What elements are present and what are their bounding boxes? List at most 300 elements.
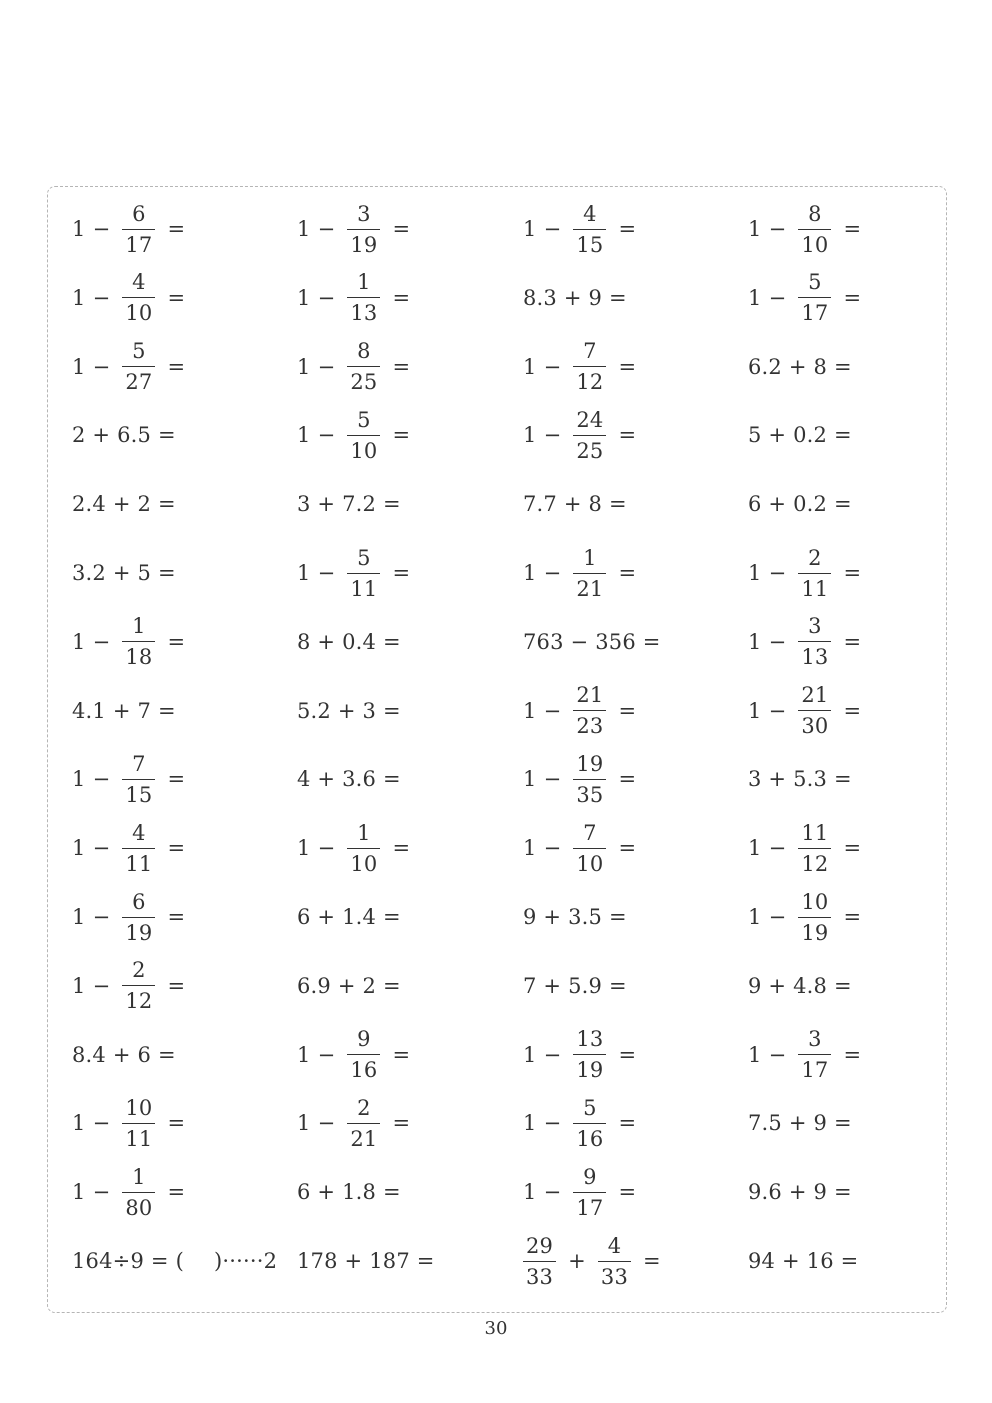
problem-item xyxy=(523,1160,636,1224)
denominator: 21 xyxy=(573,573,606,602)
numerator: 6 xyxy=(132,201,146,226)
expression: 3 + 5.3 = xyxy=(748,767,852,792)
problem-item xyxy=(748,335,852,399)
operator: − xyxy=(317,285,336,310)
fraction xyxy=(122,957,155,1014)
problem-item xyxy=(748,885,861,949)
whole-number: 1 xyxy=(523,1180,537,1205)
operator: − xyxy=(768,698,787,723)
fraction xyxy=(573,407,606,464)
problem-item xyxy=(748,954,852,1018)
expression: 7.7 + 8 = xyxy=(523,492,627,517)
whole-number: 1 xyxy=(748,905,762,929)
numerator: 5 xyxy=(357,407,371,432)
problem-item xyxy=(72,403,176,467)
numerator: 11 xyxy=(801,820,829,845)
expression: 9.6 + 9 = xyxy=(748,1180,852,1205)
fraction xyxy=(122,820,155,877)
problem-item xyxy=(297,335,410,399)
problem-item xyxy=(72,1091,185,1155)
denominator: 23 xyxy=(573,710,606,739)
fraction xyxy=(122,751,155,808)
problem-item xyxy=(748,1091,852,1155)
numerator: 2 xyxy=(808,545,822,570)
expression-right: )······2 xyxy=(213,1249,278,1273)
fraction xyxy=(347,820,380,877)
equals-sign: = xyxy=(618,698,637,723)
problem-item xyxy=(72,197,185,261)
operator: − xyxy=(317,217,336,241)
denominator: 11 xyxy=(798,573,831,602)
problem-item xyxy=(297,1091,410,1155)
operator: − xyxy=(543,423,562,448)
equals-sign: = xyxy=(843,836,862,861)
expression: 9 + 4.8 = xyxy=(748,973,852,998)
problem-item xyxy=(297,266,410,330)
denominator: 17 xyxy=(122,229,155,258)
fraction xyxy=(798,682,831,739)
problem-item xyxy=(748,1160,852,1224)
equals-sign: = xyxy=(167,354,186,379)
denominator: 35 xyxy=(573,779,606,808)
problem-item xyxy=(523,747,636,811)
numerator: 5 xyxy=(132,339,146,364)
denominator: 16 xyxy=(573,1123,606,1152)
numerator: 10 xyxy=(801,889,829,914)
whole-number: 1 xyxy=(748,561,762,585)
operator: − xyxy=(543,354,562,379)
whole-number: 1 xyxy=(297,217,311,241)
equals-sign: = xyxy=(392,423,411,448)
denominator: 10 xyxy=(347,848,380,877)
operator: − xyxy=(317,836,336,861)
fraction xyxy=(798,1026,831,1083)
numerator: 13 xyxy=(576,1027,604,1052)
whole-number: 1 xyxy=(748,629,762,654)
problem-item xyxy=(297,747,401,811)
equals-sign: = xyxy=(843,1042,862,1067)
numerator: 1 xyxy=(583,545,597,570)
expression: 5 + 0.2 = xyxy=(748,423,852,448)
equals-sign: = xyxy=(843,698,862,723)
denominator: 18 xyxy=(122,641,155,670)
fraction xyxy=(798,613,831,670)
problem-item xyxy=(748,1229,858,1293)
expression-left: 164÷9 = ( xyxy=(72,1249,184,1273)
equals-sign: = xyxy=(167,836,186,861)
whole-number: 1 xyxy=(523,698,537,723)
numerator: 2 xyxy=(357,1095,371,1120)
denominator: 17 xyxy=(798,297,831,326)
problem-item xyxy=(72,1160,185,1224)
expression: 2.4 + 2 = xyxy=(72,492,176,517)
equals-sign: = xyxy=(167,629,186,654)
fraction xyxy=(347,269,380,326)
problem-item xyxy=(297,816,410,880)
numerator: 8 xyxy=(808,201,822,226)
numerator: 3 xyxy=(357,201,371,226)
numerator: 21 xyxy=(576,683,604,708)
whole-number: 1 xyxy=(72,973,86,998)
whole-number: 1 xyxy=(297,423,311,448)
fraction xyxy=(347,1026,380,1083)
whole-number: 1 xyxy=(72,1111,86,1136)
numerator: 4 xyxy=(607,1233,622,1258)
fraction xyxy=(122,269,155,326)
denominator: 19 xyxy=(122,917,155,946)
problem-item xyxy=(523,1091,636,1155)
fraction xyxy=(122,201,155,258)
denominator: 30 xyxy=(798,710,831,739)
problem-item xyxy=(748,266,861,330)
numerator: 5 xyxy=(583,1095,597,1120)
whole-number: 1 xyxy=(297,836,311,861)
problem-item xyxy=(72,1023,176,1087)
denominator: 19 xyxy=(798,917,831,946)
problem-item xyxy=(748,197,861,261)
numerator: 19 xyxy=(576,751,604,776)
numerator: 9 xyxy=(357,1027,371,1052)
denominator: 10 xyxy=(798,229,831,258)
numerator: 29 xyxy=(526,1233,554,1258)
whole-number: 1 xyxy=(72,767,86,792)
equals-sign: = xyxy=(618,217,637,241)
equals-sign: = xyxy=(392,836,411,861)
whole-number: 1 xyxy=(523,1111,537,1136)
problem-item xyxy=(72,335,185,399)
problem-item xyxy=(523,679,636,743)
problem-item xyxy=(523,197,636,261)
equals-sign: = xyxy=(843,561,862,585)
expression: 8.4 + 6 = xyxy=(72,1042,176,1067)
whole-number: 1 xyxy=(523,217,537,241)
expression: 9 + 3.5 = xyxy=(523,905,627,929)
numerator: 4 xyxy=(132,820,146,845)
operator: − xyxy=(543,1042,562,1067)
numerator: 8 xyxy=(357,339,371,364)
whole-number: 1 xyxy=(523,561,537,585)
fraction xyxy=(347,545,380,602)
equals-sign: = xyxy=(618,836,637,861)
problem-item xyxy=(748,541,861,605)
equals-sign: = xyxy=(392,1042,411,1067)
problem-item xyxy=(297,885,401,949)
fraction xyxy=(573,545,606,602)
equals-sign: = xyxy=(167,973,186,998)
whole-number: 1 xyxy=(72,629,86,654)
denominator: 33 xyxy=(598,1261,631,1290)
problem-item xyxy=(748,1023,861,1087)
whole-number: 1 xyxy=(297,354,311,379)
expression: 8.3 + 9 = xyxy=(523,285,627,310)
whole-number: 1 xyxy=(297,285,311,310)
fraction xyxy=(573,820,606,877)
operator: − xyxy=(317,561,336,585)
operator: − xyxy=(92,1180,111,1205)
operator: − xyxy=(543,561,562,585)
whole-number: 1 xyxy=(297,561,311,585)
operator: − xyxy=(317,1111,336,1136)
expression: 5.2 + 3 = xyxy=(297,698,401,723)
expression: 94 + 16 = xyxy=(748,1249,859,1273)
fraction xyxy=(347,1095,380,1152)
problem-item xyxy=(523,335,636,399)
problem-item xyxy=(72,816,185,880)
numerator: 10 xyxy=(125,1095,153,1120)
whole-number: 1 xyxy=(748,698,762,723)
operator: − xyxy=(92,629,111,654)
operator: − xyxy=(92,836,111,861)
problem-item xyxy=(748,679,861,743)
problem-item xyxy=(297,403,410,467)
problem-item xyxy=(523,266,627,330)
problem-item xyxy=(523,541,636,605)
equals-sign: = xyxy=(167,767,186,792)
whole-number: 1 xyxy=(748,217,762,241)
problem-item xyxy=(523,610,661,674)
numerator: 3 xyxy=(808,614,822,639)
fraction xyxy=(798,201,831,258)
denominator: 19 xyxy=(573,1054,606,1083)
whole-number: 1 xyxy=(72,1180,86,1205)
expression: 763 − 356 = xyxy=(523,629,661,654)
problem-item xyxy=(297,197,410,261)
fraction xyxy=(347,201,380,258)
denominator: 10 xyxy=(573,848,606,877)
denominator: 17 xyxy=(798,1054,831,1083)
fraction xyxy=(573,1164,606,1221)
equals-sign: = xyxy=(167,285,186,310)
whole-number: 1 xyxy=(523,354,537,379)
equals-sign: = xyxy=(618,423,637,448)
denominator: 25 xyxy=(347,366,380,395)
problem-item xyxy=(748,747,852,811)
whole-number: 1 xyxy=(748,836,762,861)
numerator: 7 xyxy=(583,339,597,364)
whole-number: 1 xyxy=(523,767,537,792)
expression: 6.2 + 8 = xyxy=(748,354,852,379)
whole-number: 1 xyxy=(297,1042,311,1067)
denominator: 10 xyxy=(122,297,155,326)
fraction xyxy=(573,1095,606,1152)
operator: + xyxy=(568,1249,586,1273)
denominator: 12 xyxy=(573,366,606,395)
expression: 4.1 + 7 = xyxy=(72,698,176,723)
page-number: 30 xyxy=(484,1318,508,1339)
problem-item xyxy=(72,747,185,811)
fraction xyxy=(798,545,831,602)
fraction xyxy=(122,1095,155,1152)
fraction xyxy=(573,338,606,395)
denominator: 10 xyxy=(347,435,380,464)
fraction xyxy=(798,889,831,946)
expression: 6 + 0.2 = xyxy=(748,492,852,517)
whole-number: 1 xyxy=(72,285,86,310)
problem-item xyxy=(297,954,401,1018)
equals-sign: = xyxy=(843,285,862,310)
operator: − xyxy=(92,767,111,792)
whole-number: 1 xyxy=(72,836,86,861)
operator: − xyxy=(768,1042,787,1067)
expression: 3.2 + 5 = xyxy=(72,561,176,585)
whole-number: 1 xyxy=(72,217,86,241)
fraction xyxy=(598,1233,631,1290)
operator: − xyxy=(543,698,562,723)
numerator: 1 xyxy=(357,820,371,845)
denominator: 17 xyxy=(573,1192,606,1221)
denominator: 15 xyxy=(573,229,606,258)
operator: − xyxy=(543,1180,562,1205)
problem-item xyxy=(72,610,185,674)
equals-sign: = xyxy=(392,1111,411,1136)
denominator: 12 xyxy=(798,848,831,877)
denominator: 11 xyxy=(122,848,155,877)
problem-item xyxy=(72,266,185,330)
fraction xyxy=(122,1164,155,1221)
operator: − xyxy=(92,285,111,310)
operator: − xyxy=(768,217,787,241)
problem-item xyxy=(523,403,636,467)
problem-item xyxy=(72,1229,277,1293)
whole-number: 1 xyxy=(523,836,537,861)
whole-number: 1 xyxy=(297,1111,311,1136)
equals-sign: = xyxy=(618,1180,637,1205)
problem-item xyxy=(748,403,852,467)
expression: 2 + 6.5 = xyxy=(72,423,176,448)
numerator: 4 xyxy=(132,270,146,295)
problem-item xyxy=(297,610,401,674)
equals-sign: = xyxy=(843,629,862,654)
problem-item xyxy=(523,1229,661,1293)
equals-sign: = xyxy=(843,217,862,241)
fraction xyxy=(122,613,155,670)
problem-item xyxy=(523,954,627,1018)
equals-sign: = xyxy=(618,767,637,792)
operator: − xyxy=(768,905,787,929)
problem-item xyxy=(297,1160,401,1224)
expression: 7 + 5.9 = xyxy=(523,973,627,998)
expression: 3 + 7.2 = xyxy=(297,492,401,517)
equals-sign: = xyxy=(392,561,411,585)
equals-sign: = xyxy=(392,217,411,241)
operator: − xyxy=(317,423,336,448)
numerator: 1 xyxy=(132,1164,146,1189)
expression: 6 + 1.4 = xyxy=(297,905,401,929)
problem-item xyxy=(297,1023,410,1087)
whole-number: 1 xyxy=(748,285,762,310)
numerator: 1 xyxy=(132,614,146,639)
fraction xyxy=(347,338,380,395)
denominator: 12 xyxy=(122,985,155,1014)
fraction xyxy=(573,751,606,808)
denominator: 25 xyxy=(573,435,606,464)
fraction xyxy=(347,407,380,464)
operator: − xyxy=(543,767,562,792)
equals-sign: = xyxy=(392,285,411,310)
operator: − xyxy=(317,354,336,379)
denominator: 11 xyxy=(347,573,380,602)
numerator: 21 xyxy=(801,683,829,708)
problem-item xyxy=(72,954,185,1018)
numerator: 5 xyxy=(808,270,822,295)
denominator: 16 xyxy=(347,1054,380,1083)
fraction xyxy=(573,201,606,258)
operator: − xyxy=(768,629,787,654)
operator: − xyxy=(92,905,111,929)
problem-item xyxy=(523,472,627,536)
fraction xyxy=(122,889,155,946)
equals-sign: = xyxy=(618,561,637,585)
whole-number: 1 xyxy=(523,423,537,448)
expression: 7.5 + 9 = xyxy=(748,1111,852,1136)
numerator: 4 xyxy=(583,201,597,226)
whole-number: 1 xyxy=(748,1042,762,1067)
expression: 8 + 0.4 = xyxy=(297,629,401,654)
denominator: 11 xyxy=(122,1123,155,1152)
equals-sign: = xyxy=(618,354,637,379)
equals-sign: = xyxy=(643,1249,661,1273)
numerator: 6 xyxy=(132,889,146,914)
operator: − xyxy=(92,973,111,998)
numerator: 7 xyxy=(132,751,146,776)
problem-item xyxy=(72,885,185,949)
problem-item xyxy=(523,816,636,880)
equals-sign: = xyxy=(167,217,186,241)
fraction xyxy=(798,820,831,877)
fraction xyxy=(523,1233,556,1290)
operator: − xyxy=(543,1111,562,1136)
numerator: 24 xyxy=(576,407,604,432)
denominator: 21 xyxy=(347,1123,380,1152)
problem-item xyxy=(297,679,401,743)
operator: − xyxy=(543,836,562,861)
fraction xyxy=(573,682,606,739)
numerator: 9 xyxy=(583,1164,597,1189)
operator: − xyxy=(768,561,787,585)
denominator: 13 xyxy=(798,641,831,670)
problem-item xyxy=(72,679,176,743)
denominator: 13 xyxy=(347,297,380,326)
operator: − xyxy=(768,285,787,310)
operator: − xyxy=(92,217,111,241)
denominator: 80 xyxy=(122,1192,155,1221)
operator: − xyxy=(543,217,562,241)
equals-sign: = xyxy=(392,354,411,379)
problem-item xyxy=(297,472,401,536)
numerator: 3 xyxy=(808,1027,822,1052)
problem-item xyxy=(748,472,852,536)
numerator: 7 xyxy=(583,820,597,845)
whole-number: 1 xyxy=(72,354,86,379)
whole-number: 1 xyxy=(523,1042,537,1067)
problem-item xyxy=(748,816,861,880)
denominator: 15 xyxy=(122,779,155,808)
numerator: 2 xyxy=(132,958,146,983)
equals-sign: = xyxy=(843,905,862,929)
numerator: 1 xyxy=(357,270,371,295)
equals-sign: = xyxy=(618,1111,637,1136)
equals-sign: = xyxy=(618,1042,637,1067)
equals-sign: = xyxy=(167,905,186,929)
expression: 6 + 1.8 = xyxy=(297,1180,401,1205)
equals-sign: = xyxy=(167,1111,186,1136)
problem-item xyxy=(748,610,861,674)
expression: 178 + 187 = xyxy=(297,1249,435,1273)
problem-item xyxy=(523,885,627,949)
problem-item xyxy=(523,1023,636,1087)
expression: 4 + 3.6 = xyxy=(297,767,401,792)
problem-item xyxy=(72,541,176,605)
